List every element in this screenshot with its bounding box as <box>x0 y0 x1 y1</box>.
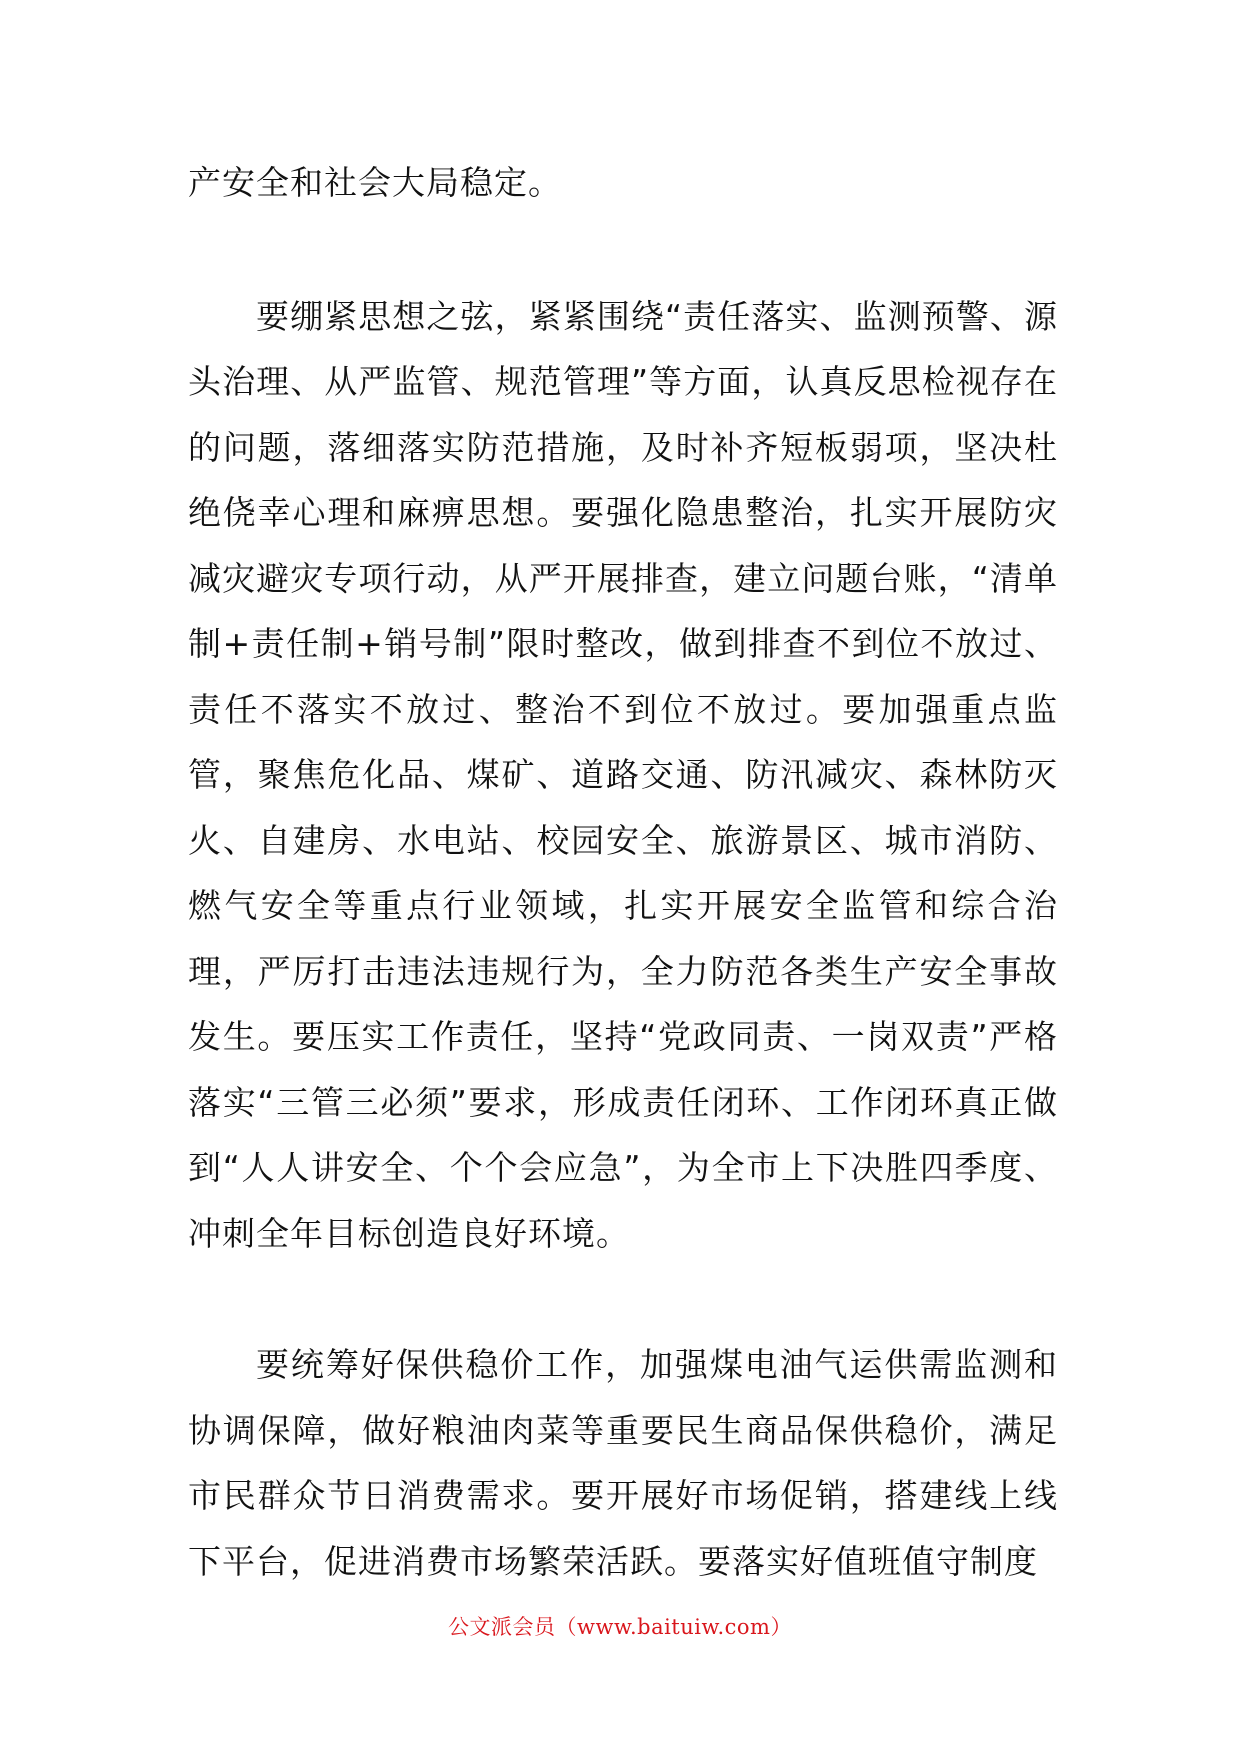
paragraph-supply: 要统筹好保供稳价工作，加强煤电油气运供需监测和协调保障，做好粮油肉菜等重要民生商品保供稳价，满足市民群众节日消费需求。要开展好市场促销，搭建线上线下平台，促进消费市场繁荣活跃。要落实好值班值守制度 <box>188 1345 1058 1581</box>
paragraph-safety: 要绷紧思想之弦，紧紧围绕“责任落实、监测预警、源头治理、从严监管、规范管理”等方面，认真反思检视存在的问题，落细落实防范措施，及时补齐短板弱项，坚决杜绝侥幸心理和麻痹思想。要强化隐患整治，扎实开展防灾减灾避灾专项行动，从严开展排查，建立问题台账，“清单制+责任制+销号制”限时整改，做到排查不到位不放过、责任不落实不放过、整治不到位不放过。要加强重点监管，聚焦危化品、煤矿、道路交通、防汛减灾、森林防灭火、自建房、水电站、校园安全、旅游景区、城市消防、燃气安全等重点行业领域，扎实开展安全监管和综合治理，严厉打击违法违规行为，全力防范各类生产安全事故发生。要压实工作责任，坚持“党政同责、一岗双责”严格落实“三管三必须”要求，形成责任闭环、工作闭环真正做到“人人讲安全、个个会应急”，为全市上下决胜四季度、冲刺全年目标创造良好环境。 <box>188 296 1058 1253</box>
footer-watermark-text: 公文派会员（www.baituiw.com） <box>448 1615 792 1639</box>
paragraph-spacer <box>188 216 1058 284</box>
paragraph-spacer <box>188 1266 1058 1332</box>
document-body <box>188 150 1058 1594</box>
paragraph-continuation: 产安全和社会大局稳定。 <box>188 163 562 202</box>
